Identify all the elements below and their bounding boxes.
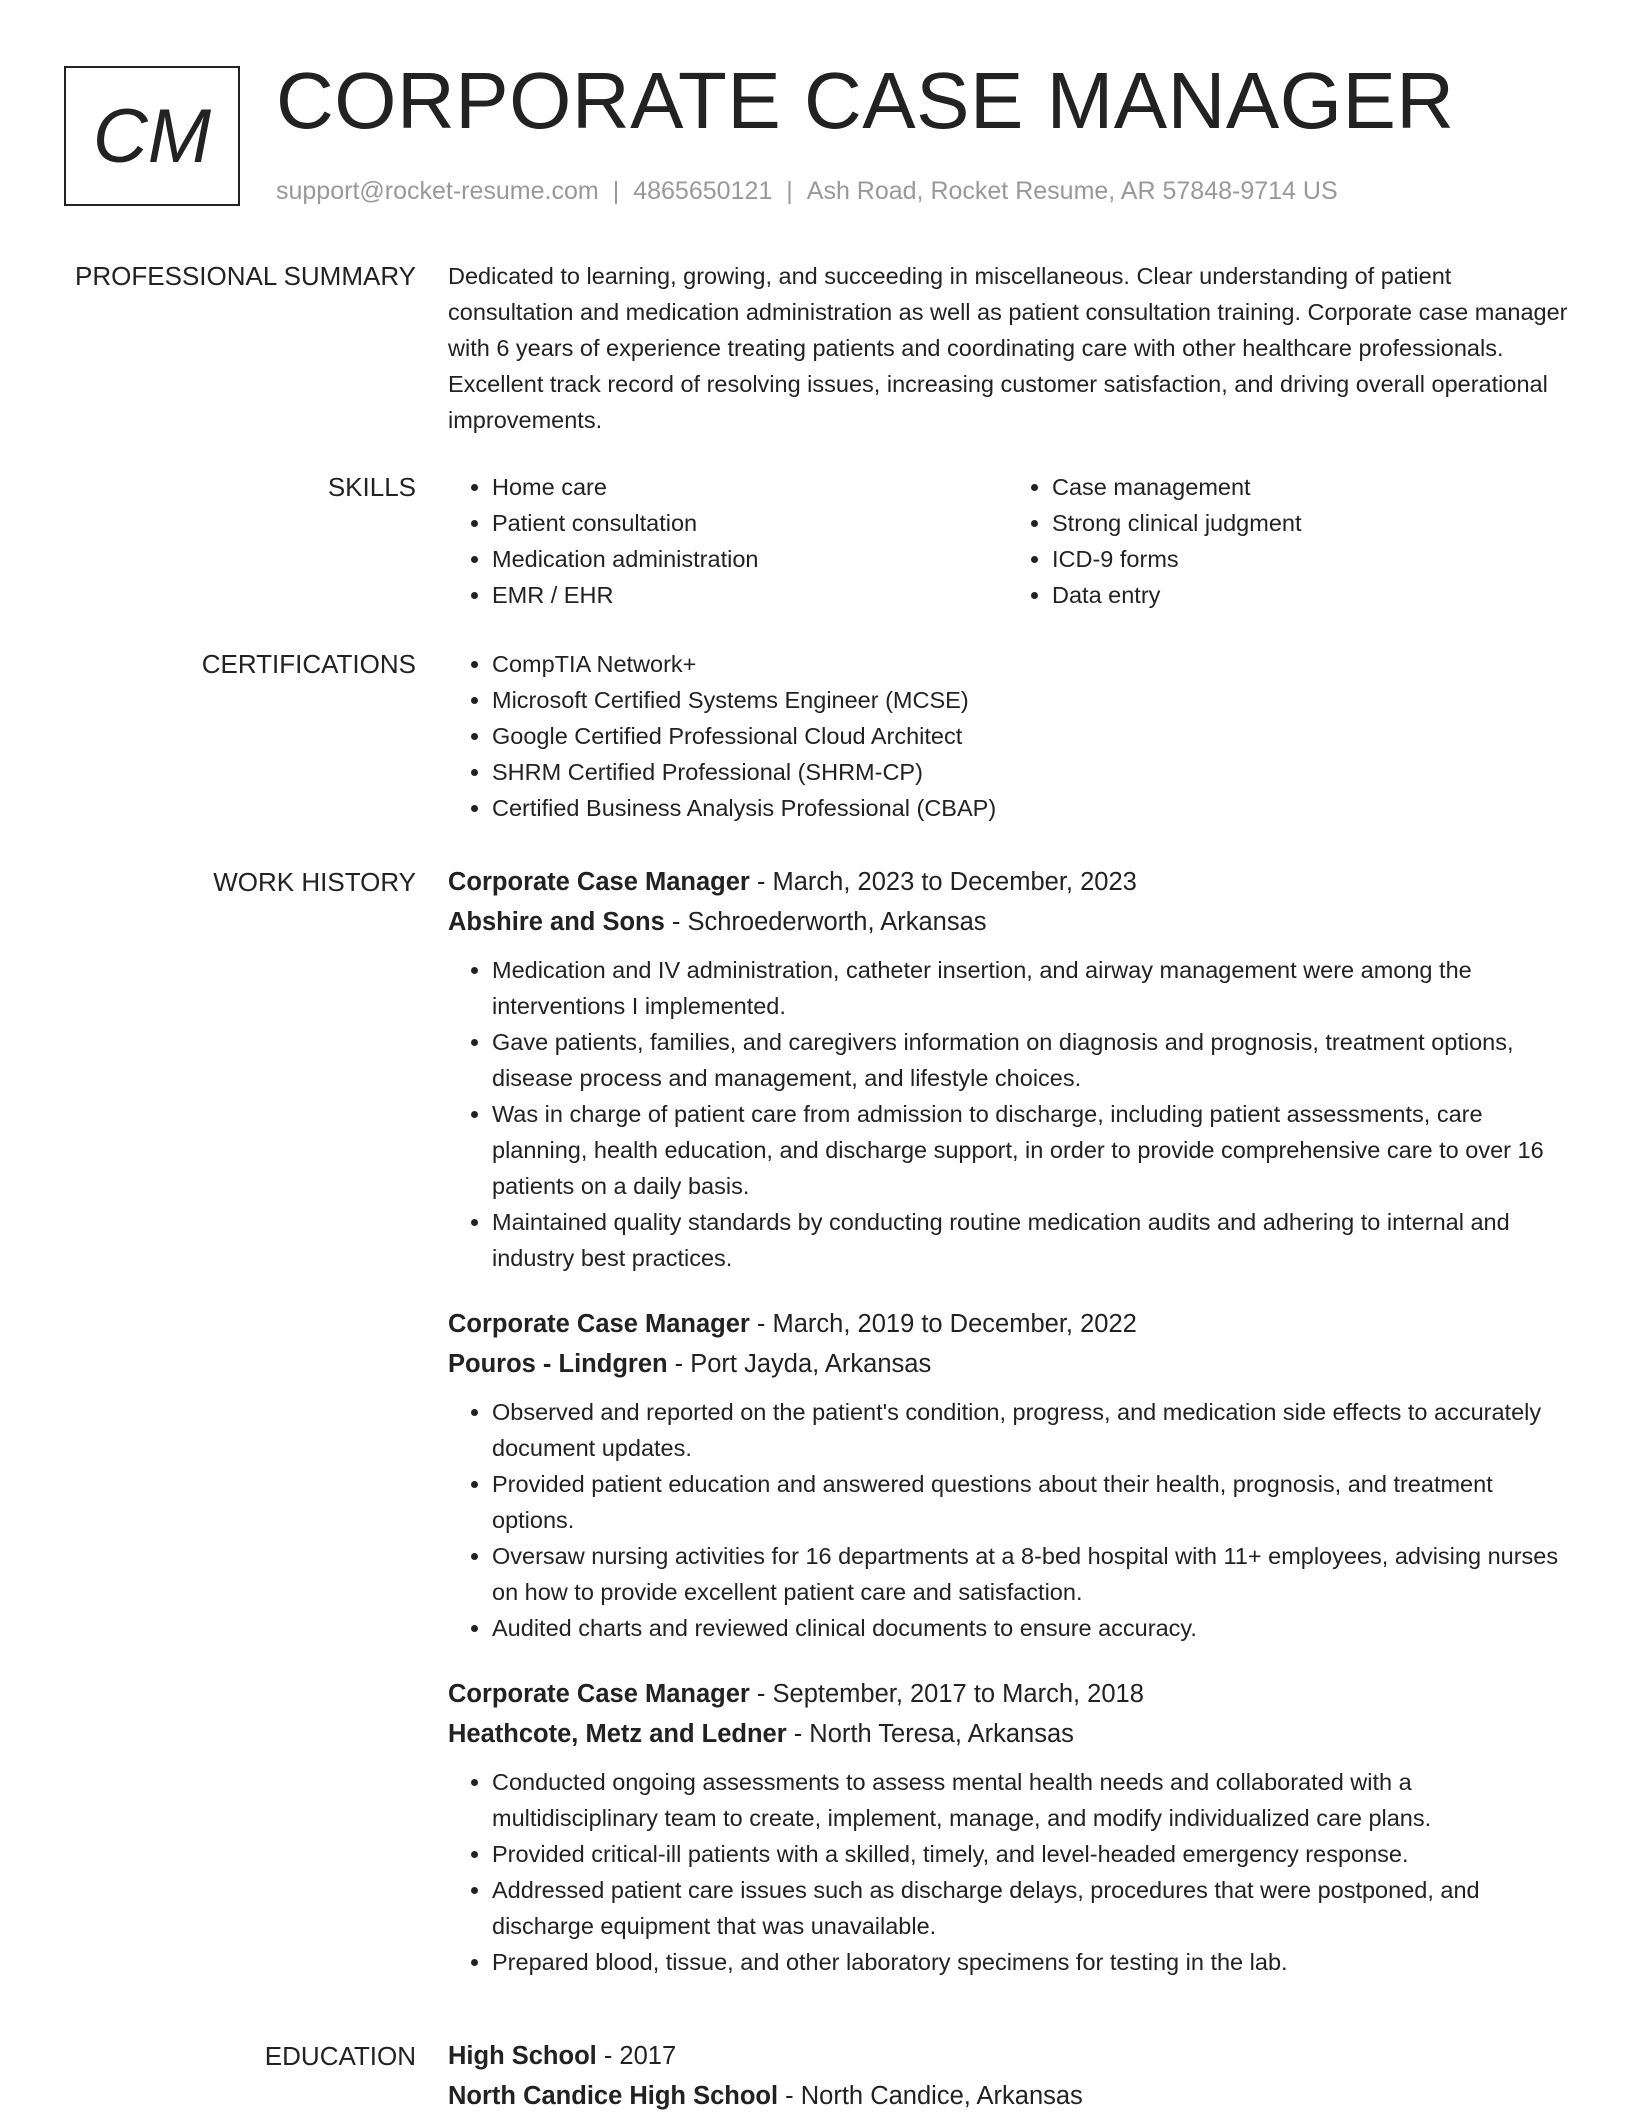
job-dates: - March, 2019 to December, 2022 (749, 1310, 1137, 1338)
skill-item: • Case management (1052, 469, 1568, 505)
job-dates: - March, 2023 to December, 2023 (749, 868, 1137, 896)
job-dates: - September, 2017 to March, 2018 (749, 1680, 1144, 1708)
certification-item: • SHRM Certified Professional (SHRM-CP) (492, 754, 1568, 790)
job-title-line (448, 1674, 1568, 1714)
certifications-list (448, 646, 1568, 826)
skill-item: • ICD-9 forms (1052, 541, 1568, 577)
section-label-education: EDUCATION (264, 2041, 416, 2071)
skills-list-left (448, 469, 1008, 613)
contact-line (276, 176, 1338, 206)
education-year: - 2017 (596, 2042, 677, 2070)
summary-body (448, 258, 1568, 438)
skill-item: • Patient consultation (492, 505, 1008, 541)
job-company-line (448, 1344, 1568, 1384)
job-bullet: • Gave patients, families, and caregivers information on diagnosis and prognosis, treatment options, disease process and management, and lifestyle choices. (492, 1024, 1568, 1096)
job-location: - North Teresa, Arkansas (786, 1720, 1074, 1748)
certifications-body (448, 646, 1568, 826)
section-label-work-history: WORK HISTORY (213, 867, 416, 897)
certification-item: • Google Certified Professional Cloud Architect (492, 718, 1568, 754)
skill-item: • EMR / EHR (492, 577, 1008, 613)
skill-item: • Medication administration (492, 541, 1008, 577)
job-bullet: • Addressed patient care issues such as discharge delays, procedures that were postponed, and discharge equipment that was unavailable. (492, 1872, 1568, 1944)
job-entry (448, 1674, 1568, 1980)
certification-item: • Certified Business Analysis Professional (CBAP) (492, 790, 1568, 826)
skill-item: • Strong clinical judgment (1052, 505, 1568, 541)
job-bullet: • Conducted ongoing assessments to assess mental health needs and collaborated with a multidisciplinary team to create, implement, manage, and modify individualized care plans. (492, 1764, 1568, 1836)
certification-item: • CompTIA Network+ (492, 646, 1568, 682)
job-bullet: • Provided patient education and answered questions about their health, prognosis, and treatment options. (492, 1466, 1568, 1538)
job-company-line (448, 902, 1568, 942)
job-company: Abshire and Sons (448, 908, 665, 936)
work-history-body (448, 862, 1568, 2008)
job-bullets (448, 1394, 1568, 1646)
contact-phone[interactable]: 4865650121 (633, 177, 773, 205)
contact-email[interactable]: support@rocket-resume.com (276, 177, 599, 205)
job-entry (448, 862, 1568, 1276)
section-label-certifications: CERTIFICATIONS (201, 649, 416, 679)
job-location: - Port Jayda, Arkansas (667, 1350, 932, 1378)
job-company-line (448, 1714, 1568, 1754)
monogram-initials: CM (92, 93, 212, 179)
job-bullet: • Prepared blood, tissue, and other laboratory specimens for testing in the lab. (492, 1944, 1568, 1980)
job-bullet: • Provided critical-ill patients with a skilled, timely, and level-headed emergency response. (492, 1836, 1568, 1872)
job-title: Corporate Case Manager (448, 1310, 750, 1338)
job-bullet: • Maintained quality standards by conducting routine medication audits and adhering to internal and industry best practices. (492, 1204, 1568, 1276)
job-company: Pouros - Lindgren (448, 1350, 668, 1378)
education-school: North Candice High School (448, 2082, 779, 2110)
skill-item: • Data entry (1052, 577, 1568, 613)
job-bullet: • Was in charge of patient care from admission to discharge, including patient assessments, care planning, health education, and discharge support, in order to provide comprehensive care to over 16 patients on a daily basis. (492, 1096, 1568, 1204)
education-body (448, 2036, 1568, 2116)
section-label-skills: SKILLS (327, 472, 416, 502)
education-degree-line (448, 2036, 1568, 2076)
job-location: - Schroederworth, Arkansas (664, 908, 987, 936)
job-bullets (448, 1764, 1568, 1980)
contact-separator: | (612, 177, 620, 205)
job-bullet: • Audited charts and reviewed clinical documents to ensure accuracy. (492, 1610, 1568, 1646)
job-title-line (448, 1304, 1568, 1344)
skill-item: • Home care (492, 469, 1008, 505)
job-entry (448, 1304, 1568, 1646)
contact-separator: | (786, 177, 793, 205)
job-company: Heathcote, Metz and Ledner (448, 1720, 787, 1748)
skills-body (448, 469, 1568, 613)
education-degree: High School (448, 2042, 597, 2070)
job-title-line (448, 862, 1568, 902)
job-bullet: • Oversaw nursing activities for 16 departments at a 8-bed hospital with 11+ employees, advising nurses on how to provide excellent patient care and satisfaction. (492, 1538, 1568, 1610)
education-location: - North Candice, Arkansas (778, 2082, 1083, 2110)
summary-text: Dedicated to learning, growing, and succeeding in miscellaneous. Clear understanding of patient consultation and medication administration as well as patient consultation training. Corporate case manager with 6 years of experience treating patients and coordinating care with other healthcare professionals. Excellent track record of resolving issues, increasing customer satisfaction, and driving overall operational improvements. (448, 263, 1568, 433)
skills-list-right (1008, 469, 1568, 613)
contact-address: Ash Road, Rocket Resume, AR 57848-9714 US (806, 177, 1338, 205)
section-label-summary: PROFESSIONAL SUMMARY (75, 261, 416, 291)
job-bullets (448, 952, 1568, 1276)
job-title: Corporate Case Manager (448, 1680, 750, 1708)
monogram-box (64, 66, 240, 206)
certification-item: • Microsoft Certified Systems Engineer (MCSE) (492, 682, 1568, 718)
job-bullet: • Medication and IV administration, catheter insertion, and airway management were among the interventions I implemented. (492, 952, 1568, 1024)
job-bullet: • Observed and reported on the patient's condition, progress, and medication side effects to accurately document updates. (492, 1394, 1568, 1466)
education-school-line (448, 2076, 1568, 2116)
resume-title: CORPORATE CASE MANAGER (276, 56, 1455, 145)
job-title: Corporate Case Manager (448, 868, 750, 896)
